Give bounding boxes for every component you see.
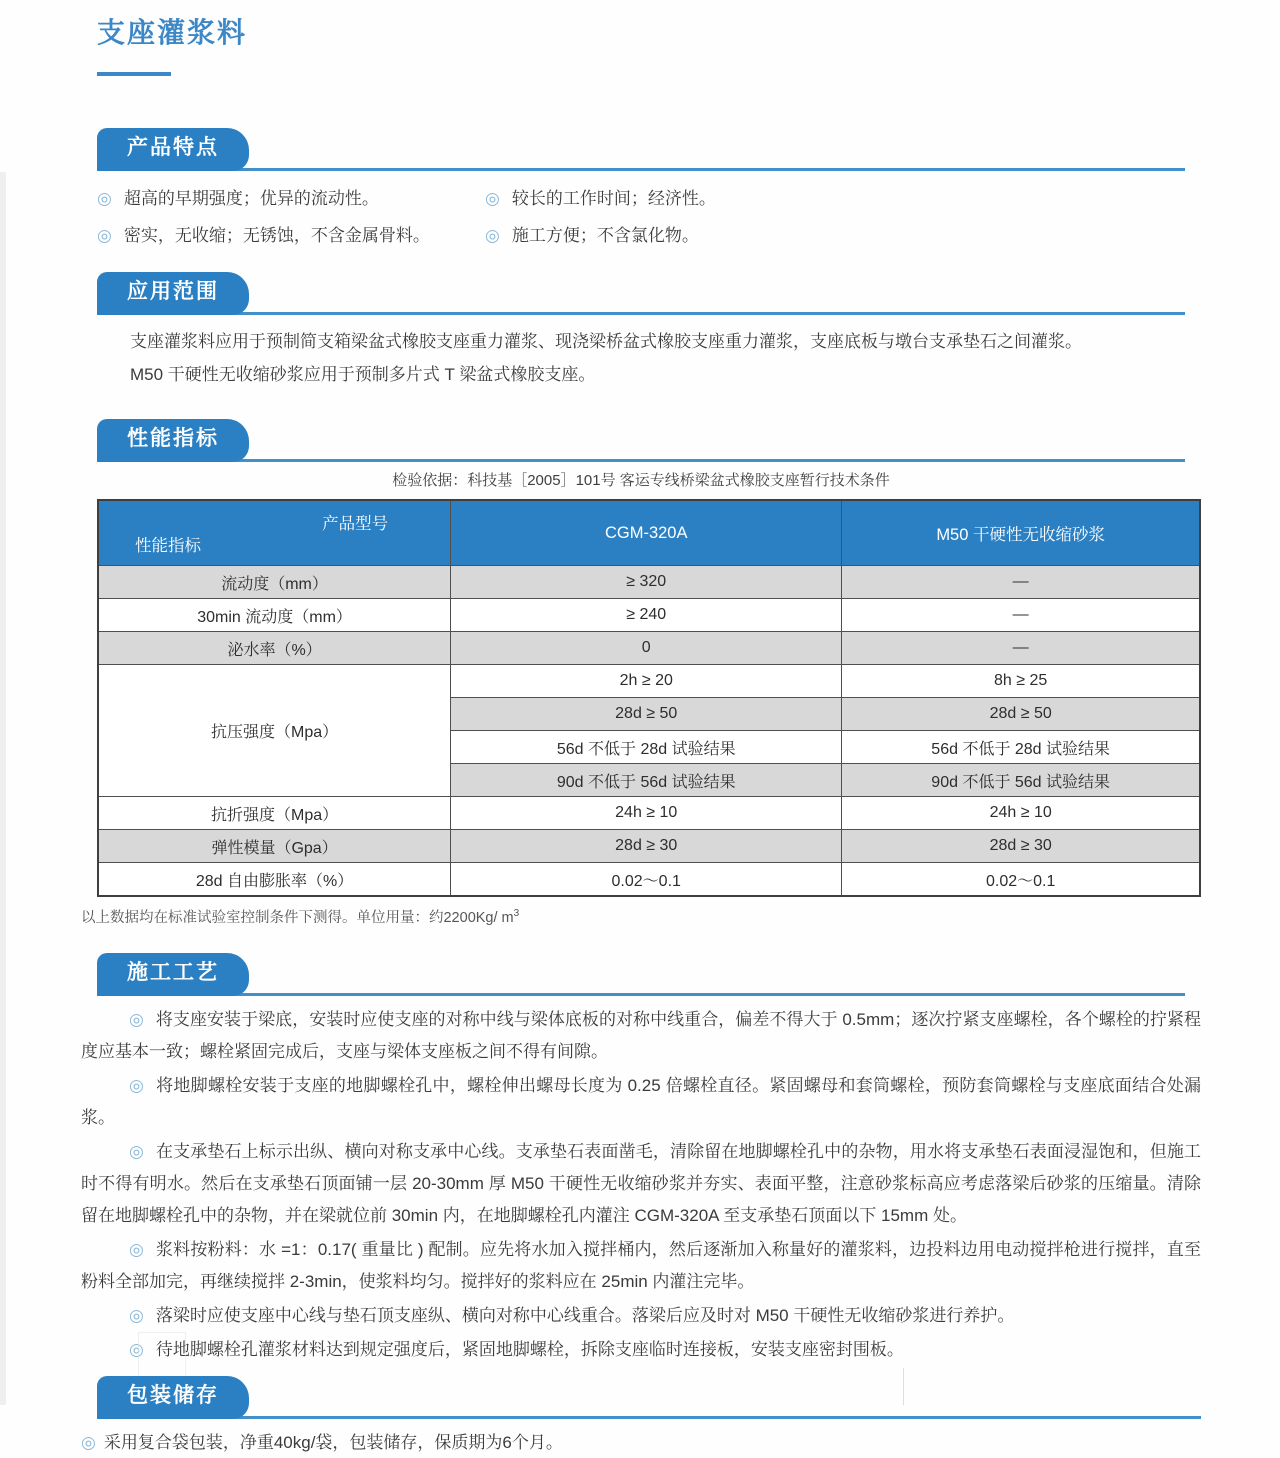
table-cell: 56d 不低于 28d 试验结果	[451, 731, 842, 764]
process-step-text: 将地脚螺栓安装于支座的地脚螺栓孔中，螺栓伸出螺母长度为 0.25 倍螺栓直径。紧固螺母和套筒螺栓，预防套筒螺栓与支座底面结合处漏浆。	[81, 1076, 1202, 1127]
process-step	[81, 1300, 1201, 1332]
process-step-text: 落梁时应使支座中心线与垫石顶支座纵、横向对称中心线重合。落梁后应及时对 M50 干硬性无收缩砂浆进行养护。	[155, 1306, 1015, 1325]
table-cell: 90d 不低于 56d 试验结果	[842, 764, 1200, 797]
table-cell: 0.02～0.1	[842, 863, 1200, 897]
table-cell: ≥ 320	[451, 566, 842, 599]
process-step	[81, 1136, 1201, 1232]
section-header-packaging	[97, 1376, 1201, 1419]
feature-item	[485, 220, 1185, 252]
feature-item	[97, 183, 485, 215]
section-badge-packaging: 包装储存	[97, 1376, 249, 1419]
bullet-icon: ◎	[129, 1010, 144, 1029]
bullet-icon: ◎	[129, 1142, 144, 1161]
corner-label-product-model: 产品型号	[322, 515, 389, 533]
bullet-icon: ◎	[129, 1340, 144, 1359]
feature-item	[485, 183, 1185, 215]
bullet-icon: ◎	[485, 189, 500, 208]
process-step	[81, 1070, 1201, 1134]
table-cell: 8h ≥ 25	[842, 665, 1200, 698]
features-list	[97, 183, 1185, 252]
table-cell: 28d ≥ 50	[451, 698, 842, 731]
table-row	[98, 797, 1200, 830]
packaging-note	[81, 1428, 1185, 1458]
packaging-note-text: 采用复合袋包装，净重40kg/袋，包装储存，保质期为6个月。	[103, 1433, 563, 1452]
process-step-text: 在支承垫石上标示出纵、横向对称支承中心线。支承垫石表面凿毛，清除留在地脚螺栓孔中的杂物，用水将支承垫石表面浸湿饱和，但施工时不得有明水。然后在支承垫石顶面铺一层 20-30mm 厚 M50 干硬性无收缩砂浆并夯实、表面平整，注意砂浆标高应考虑落梁后砂浆的压缩量。清除留在地脚螺栓孔中的杂物，并在梁就位前 30min 内，在地脚螺栓孔内灌注 CGM-320A 至支承垫石顶面以下 15mm 处。	[81, 1142, 1201, 1225]
table-row	[98, 830, 1200, 863]
page-title: 支座灌浆料	[97, 17, 248, 48]
table-cell: —	[842, 632, 1200, 665]
feature-text: 施工方便；不含氯化物。	[511, 226, 699, 245]
section-rule	[97, 1416, 1201, 1419]
table-cell: 28d ≥ 30	[451, 830, 842, 863]
bullet-icon: ◎	[129, 1076, 145, 1095]
application-line: 支座灌浆料应用于预制简支箱梁盆式橡胶支座重力灌浆、现浇梁桥盆式橡胶支座重力灌浆，支座底板与墩台支承垫石之间灌浆。	[130, 332, 1082, 351]
table-cell: ≥ 240	[451, 599, 842, 632]
bullet-icon: ◎	[81, 1433, 96, 1452]
section-badge-process: 施工工艺	[97, 953, 249, 996]
table-footnote	[81, 906, 1185, 927]
bullet-icon: ◎	[97, 189, 112, 208]
process-steps	[81, 1004, 1201, 1366]
section-header-features	[97, 128, 1185, 171]
table-cell: 28d ≥ 30	[842, 830, 1200, 863]
table-row	[98, 863, 1200, 897]
process-step	[81, 1004, 1201, 1068]
section-rule	[97, 168, 1185, 171]
column-header-m50: M50 干硬性无收缩砂浆	[842, 500, 1200, 566]
table-header-row	[98, 500, 1200, 566]
table-cell: —	[842, 599, 1200, 632]
row-label: 弹性模量（Gpa）	[98, 830, 451, 863]
application-line: M50 干硬性无收缩砂浆应用于预制多片式 T 梁盆式橡胶支座。	[130, 365, 596, 384]
performance-table-body	[98, 566, 1200, 897]
performance-table-head	[98, 500, 1200, 566]
table-row	[98, 632, 1200, 665]
process-step-text: 待地脚螺栓孔灌浆材料达到规定强度后，紧固地脚螺栓，拆除支座临时连接板，安装支座密封围板。	[155, 1340, 904, 1359]
table-cell: 28d ≥ 50	[842, 698, 1200, 731]
column-header-cgm320a: CGM-320A	[451, 500, 842, 566]
bullet-icon: ◎	[97, 226, 112, 245]
row-label: 30min 流动度（mm）	[98, 599, 451, 632]
performance-table	[97, 499, 1201, 897]
table-cell: 0	[451, 632, 842, 665]
section-badge-application: 应用范围	[97, 272, 249, 315]
section-header-performance	[97, 419, 1185, 462]
table-cell: 0.02～0.1	[451, 863, 842, 897]
application-text	[97, 325, 1185, 391]
footnote-text: 以上数据均在标准试验室控制条件下测得。单位用量：约2200Kg/ m	[81, 910, 514, 926]
row-label: 28d 自由膨胀率（%）	[98, 863, 451, 897]
corner-label-performance-index: 性能指标	[135, 537, 201, 555]
feature-text: 较长的工作时间；经济性。	[511, 189, 716, 208]
table-cell: —	[842, 566, 1200, 599]
page-edge-shadow	[0, 172, 6, 1405]
section-header-application	[97, 272, 1185, 315]
datasheet-page	[81, 0, 1202, 1458]
row-label-compressive-strength: 抗压强度（Mpa）	[98, 665, 451, 797]
section-badge-features: 产品特点	[97, 128, 249, 171]
table-cell: 56d 不低于 28d 试验结果	[842, 731, 1200, 764]
table-row	[98, 665, 1200, 698]
footnote-superscript: 3	[513, 908, 520, 920]
row-label: 泌水率（%）	[98, 632, 451, 665]
table-corner-cell	[98, 500, 451, 566]
table-cell: 24h ≥ 10	[451, 797, 842, 830]
bullet-icon: ◎	[485, 226, 500, 245]
process-step-text: 将支座安装于梁底，安装时应使支座的对称中线与梁体底板的对称中线重合，偏差不得大于 0.5mm；逐次拧紧支座螺栓，各个螺栓的拧紧程度应基本一致；螺栓紧固完成后，支座与梁体支座板之间不得有间隙。	[81, 1010, 1201, 1061]
table-row	[98, 599, 1200, 632]
title-underline	[97, 72, 171, 76]
test-basis-line: 检验依据：科技基［2005］101号 客运专线桥梁盆式橡胶支座暂行技术条件	[392, 472, 890, 489]
process-step	[81, 1334, 1201, 1366]
feature-text: 超高的早期强度；优异的流动性。	[123, 189, 379, 208]
bullet-icon: ◎	[129, 1240, 145, 1259]
row-label: 流动度（mm）	[98, 566, 451, 599]
table-cell: 2h ≥ 20	[451, 665, 842, 698]
process-step-text: 浆料按粉料：水 =1：0.17( 重量比 ) 配制。应先将水加入搅拌桶内，然后逐渐加入称量好的灌浆料，边投料边用电动搅拌枪进行搅拌，直至粉料全部加完，再继续搅拌 2-3min，使浆料均匀。搅拌好的浆料应在 25min 内灌注完毕。	[81, 1240, 1201, 1291]
section-header-process	[97, 953, 1185, 996]
section-rule	[97, 459, 1185, 462]
table-cell: 90d 不低于 56d 试验结果	[451, 764, 842, 797]
section-badge-performance: 性能指标	[97, 419, 249, 462]
bullet-icon: ◎	[129, 1306, 144, 1325]
section-rule	[97, 312, 1185, 315]
row-label: 抗折强度（Mpa）	[98, 797, 451, 830]
table-row	[98, 566, 1200, 599]
feature-text: 密实，无收缩；无锈蚀，不含金属骨料。	[123, 226, 430, 245]
feature-item	[97, 220, 485, 252]
table-cell: 24h ≥ 10	[842, 797, 1200, 830]
process-step	[81, 1234, 1201, 1298]
section-rule	[97, 993, 1185, 996]
